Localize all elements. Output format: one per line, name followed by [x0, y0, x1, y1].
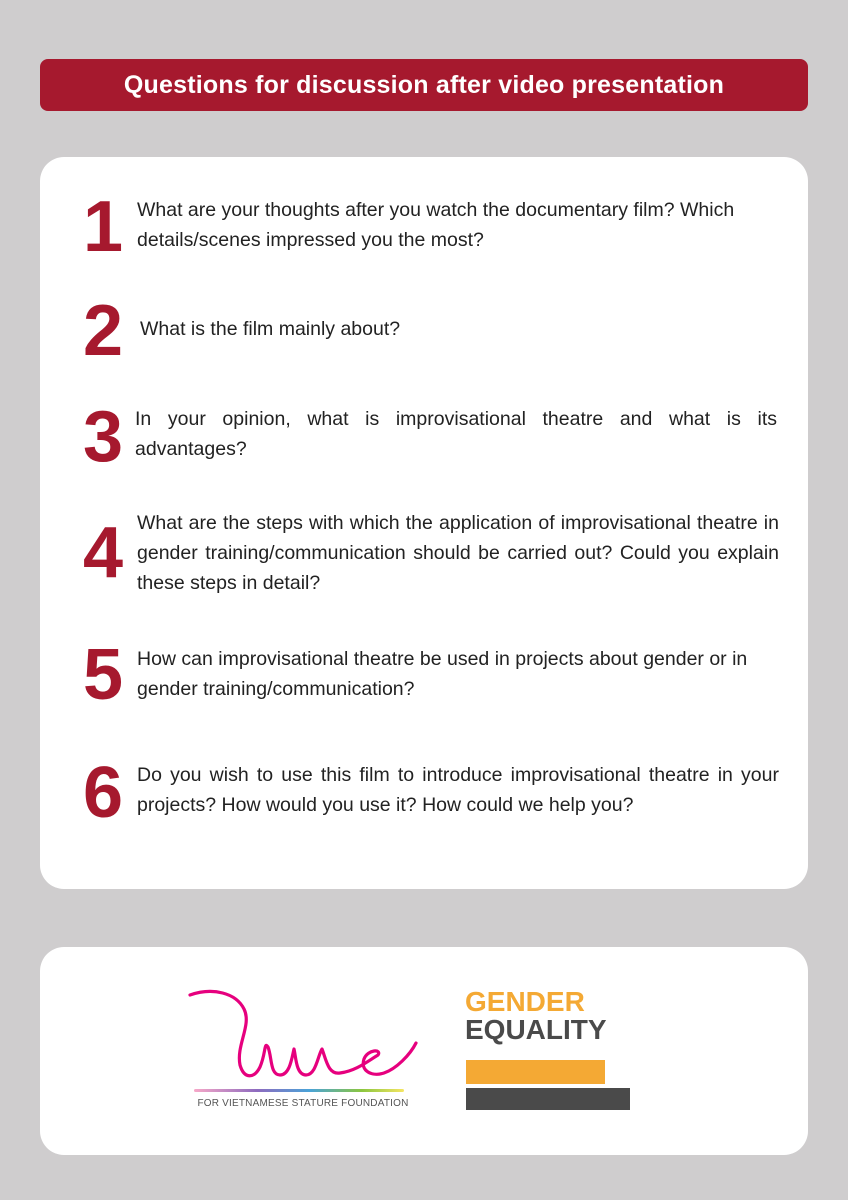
gender-equality-line2: EQUALITY [465, 1014, 607, 1045]
question-text: What are your thoughts after you watch the documentary film? Which details/scenes impressed you the most? [137, 199, 735, 251]
question-text: In your opinion, what is improvisational theatre and what is its advantages? [135, 408, 777, 460]
page-title: Questions for discussion after video presentation [40, 59, 808, 111]
question-text: Do you wish to use this film to introduce improvisational theatre in your projects? How would you use it? How could we help you? [137, 764, 779, 816]
logo-card [40, 947, 808, 1155]
question-number: 4 [82, 513, 124, 593]
question-text: What are the steps with which the application of improvisational theatre in gender training/communication should be carried out? Could you explain these steps in detail? [137, 512, 779, 594]
true-foundation-caption: FOR VIETNAMESE STATURE FOUNDATION [197, 1098, 409, 1109]
questions-card [40, 157, 808, 889]
gender-equality-gray-bar [466, 1088, 630, 1110]
question-text: How can improvisational theatre be used in projects about gender or in gender training/communication? [137, 648, 748, 700]
question-text: What is the film mainly about? [140, 318, 401, 340]
question-number: 2 [82, 291, 124, 371]
question-number: 6 [82, 753, 124, 833]
gender-equality-logo [465, 987, 635, 1117]
question-number: 3 [82, 397, 124, 477]
gender-equality-orange-bar [466, 1060, 605, 1084]
question-number: 1 [82, 187, 124, 267]
question-number: 5 [82, 635, 124, 715]
true-script-icon [188, 987, 418, 1107]
gender-equality-line1: GENDER [465, 986, 585, 1017]
